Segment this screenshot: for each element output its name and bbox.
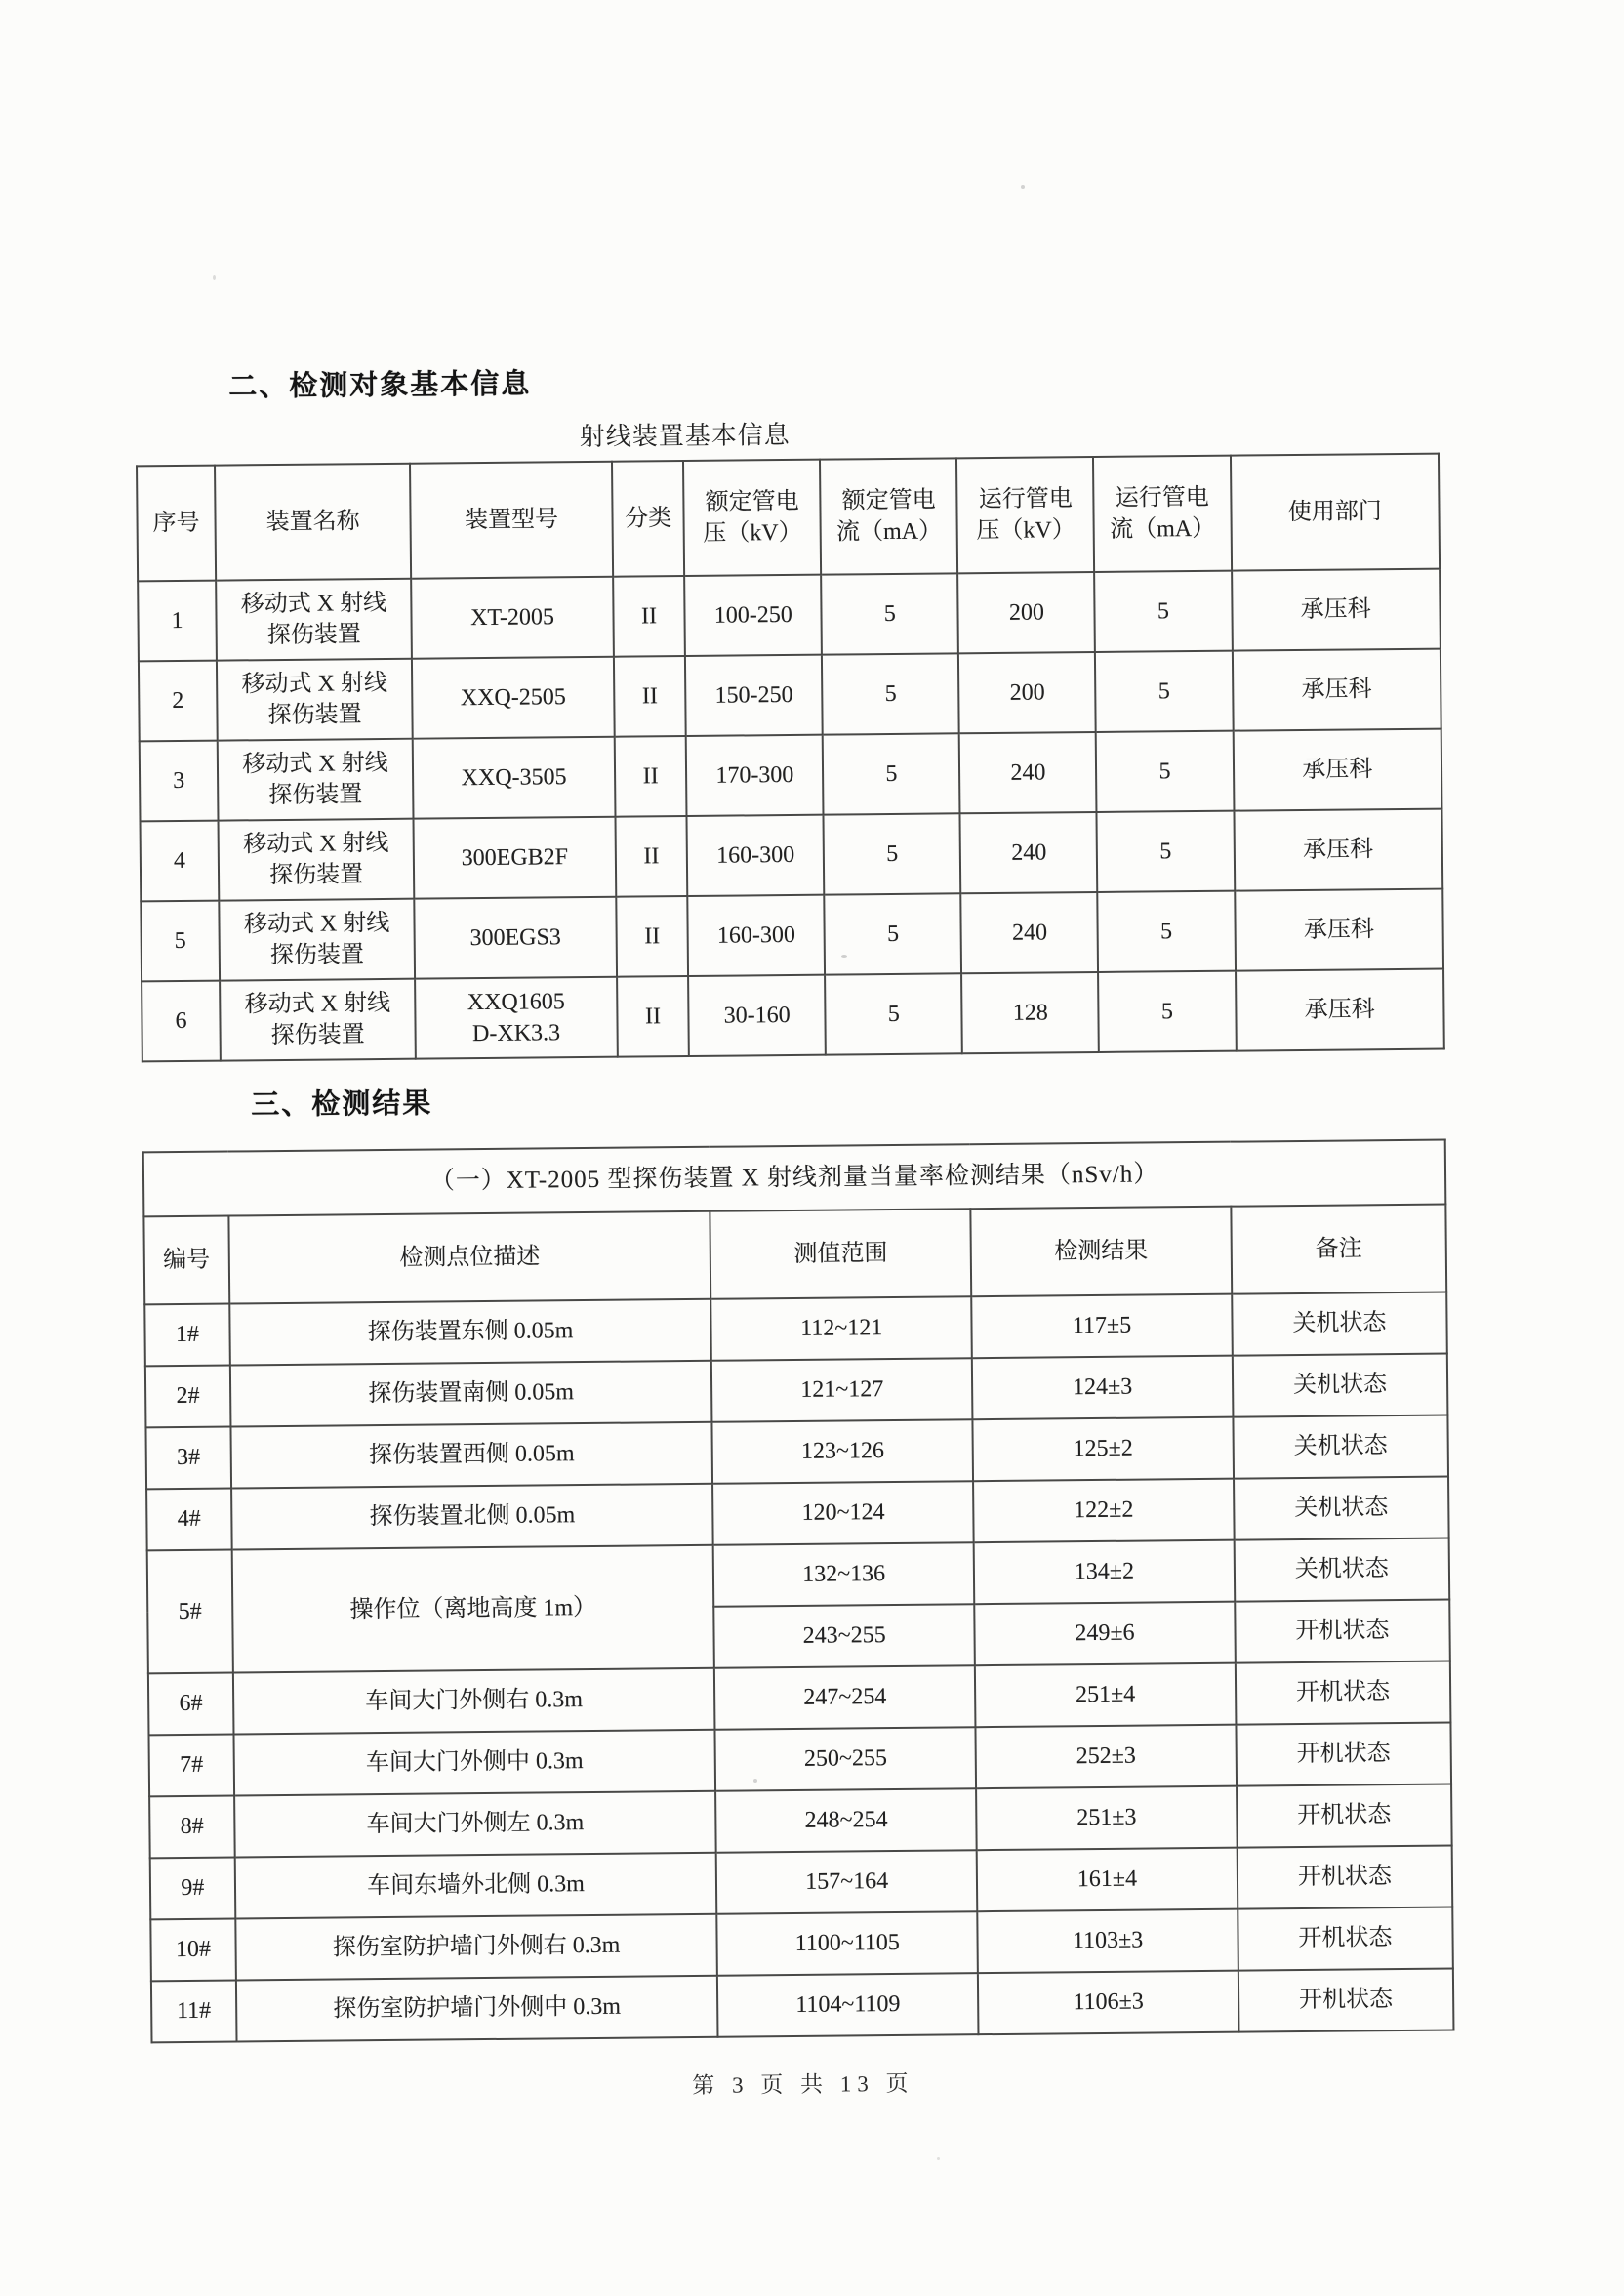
column-header: 额定管电 压（kV） [683, 460, 821, 576]
table-cell: 240 [960, 812, 1098, 893]
table-cell: 112~121 [711, 1296, 972, 1361]
table-cell: 5 [824, 813, 961, 894]
table-cell: 5# [147, 1550, 233, 1674]
table-cell: 1 [138, 581, 217, 662]
table-cell: 30-160 [688, 975, 826, 1056]
table-cell: 承压科 [1236, 969, 1444, 1051]
table-cell: 240 [959, 732, 1097, 813]
table-cell: II [614, 656, 686, 737]
column-header: 装置名称 [215, 464, 411, 581]
table-cell: 128 [961, 972, 1099, 1053]
table-cell: 6 [142, 981, 221, 1062]
scan-artifact [1021, 185, 1025, 189]
column-header: 序号 [137, 466, 216, 582]
table-cell: 6# [148, 1673, 233, 1736]
scan-artifact [213, 275, 216, 280]
table-cell: 200 [958, 652, 1096, 733]
table-cell: 243~255 [714, 1604, 975, 1668]
device-info-table [136, 453, 1445, 1063]
table-cell: 开机状态 [1236, 1661, 1451, 1725]
table-cell: 161±4 [977, 1848, 1238, 1912]
table-cell: 5 [1095, 571, 1233, 652]
column-header: 使用部门 [1230, 454, 1440, 571]
table-cell: 249±6 [974, 1602, 1235, 1666]
table-cell: 探伤装置西侧 0.05m [230, 1422, 712, 1489]
table-cell: 探伤装置东侧 0.05m [229, 1299, 711, 1366]
column-header: 备注 [1231, 1205, 1446, 1294]
table-cell: 开机状态 [1236, 1723, 1451, 1786]
table-cell: 5 [821, 573, 958, 654]
detection-results-table [142, 1139, 1455, 2044]
table-cell: 5 [823, 733, 960, 814]
section-basic-info-title: 二、检测对象基本信息 [228, 368, 532, 403]
table-cell: 3# [145, 1427, 230, 1490]
table-cell: 关机状态 [1233, 1415, 1448, 1479]
table-cell: 承压科 [1232, 569, 1441, 651]
table-cell: 132~136 [713, 1542, 974, 1607]
table-cell: 开机状态 [1238, 1907, 1453, 1971]
column-header: 运行管电 流（mA） [1093, 456, 1231, 572]
table-cell: 探伤室防护墙门外侧中 0.3m [236, 1976, 718, 2042]
device-table-header-row [137, 454, 1440, 582]
table-cell: 4 [141, 821, 220, 902]
column-header: 编号 [143, 1216, 229, 1305]
table-cell: 探伤室防护墙门外侧右 0.3m [235, 1914, 717, 1981]
table-cell: 探伤装置北侧 0.05m [231, 1484, 713, 1550]
table-cell: 1100~1105 [717, 1911, 978, 1976]
table-cell: 开机状态 [1238, 1846, 1453, 1909]
table-cell: 240 [961, 892, 1099, 973]
table-cell: 关机状态 [1235, 1538, 1450, 1602]
table-cell: 5 [1095, 651, 1233, 732]
table-cell: 车间东墙外北侧 0.3m [234, 1853, 716, 1919]
table-cell: 250~255 [715, 1727, 976, 1791]
table-row [142, 969, 1444, 1062]
table-cell: XXQ1605 D-XK3.3 [415, 977, 618, 1059]
column-header: 装置型号 [410, 462, 613, 579]
table-cell: 9# [150, 1857, 235, 1919]
table-cell: 160-300 [688, 895, 826, 976]
table-row [138, 569, 1441, 662]
table-cell: XT-2005 [411, 577, 614, 659]
column-header: 检测结果 [970, 1207, 1232, 1297]
table-cell: 开机状态 [1238, 1969, 1454, 2032]
table-cell: 开机状态 [1237, 1784, 1452, 1848]
table-cell: 1103±3 [977, 1909, 1238, 1974]
table-row [141, 809, 1443, 902]
table-row [140, 729, 1442, 822]
table-cell: 5 [825, 893, 962, 974]
table-cell: 车间大门外侧左 0.3m [234, 1791, 716, 1858]
table-cell: 134±2 [974, 1540, 1235, 1605]
table-cell: 车间大门外侧右 0.3m [233, 1668, 715, 1735]
table-cell: 承压科 [1234, 809, 1442, 891]
table-cell: 100-250 [684, 575, 822, 656]
table-cell: 5 [1096, 731, 1234, 812]
table-cell: 5 [141, 901, 220, 982]
column-header: 分类 [612, 461, 684, 577]
table-cell: 3 [140, 741, 219, 822]
table-cell: 移动式 X 射线 探伤装置 [218, 739, 414, 821]
table-cell: 247~254 [714, 1665, 975, 1730]
table-cell: 117±5 [971, 1294, 1232, 1359]
table-cell: 承压科 [1232, 649, 1441, 731]
table-cell: 关机状态 [1232, 1292, 1447, 1356]
table-cell: XXQ-2505 [412, 657, 615, 739]
device-table-caption: 射线装置基本信息 [579, 420, 791, 452]
table-cell: II [617, 976, 689, 1057]
table-cell: 5 [822, 653, 959, 734]
table-cell: 5 [1098, 891, 1236, 972]
scanned-sheet [135, 353, 1455, 2106]
table-cell: 5 [1097, 811, 1235, 892]
table-cell: 200 [957, 572, 1095, 653]
table-cell: 125±2 [973, 1417, 1234, 1482]
table-cell: 移动式 X 射线 探伤装置 [219, 819, 415, 901]
table-cell: II [615, 816, 687, 897]
table-cell: 承压科 [1233, 729, 1441, 811]
table-cell: 操作位（离地高度 1m） [231, 1545, 714, 1673]
table-cell: 170-300 [686, 735, 824, 816]
table-cell: 探伤装置南侧 0.05m [230, 1361, 712, 1427]
table-cell: 4# [146, 1489, 231, 1551]
table-cell: II [616, 896, 688, 977]
table-cell: 121~127 [711, 1358, 972, 1422]
table-cell: II [615, 736, 687, 817]
table-cell: 5 [825, 973, 962, 1054]
column-header: 测值范围 [710, 1209, 972, 1299]
section-results-title: 三、检测结果 [251, 1087, 433, 1122]
table-cell: 移动式 X 射线 探伤装置 [217, 659, 413, 741]
table-cell: 251±4 [975, 1663, 1236, 1728]
scan-artifact [937, 2157, 940, 2160]
results-table-title: （一）XT-2005 型探伤装置 X 射线剂量当量率检测结果（nSv/h） [143, 1140, 1446, 1217]
table-cell: 160-300 [687, 815, 825, 896]
table-cell: 2# [145, 1366, 230, 1428]
table-cell: 5 [1098, 971, 1236, 1052]
column-header: 运行管电 压（kV） [956, 457, 1094, 573]
table-cell: 157~164 [716, 1850, 977, 1914]
table-cell: 8# [149, 1796, 234, 1859]
table-cell: 1# [144, 1304, 229, 1367]
table-cell: 开机状态 [1235, 1600, 1450, 1663]
table-cell: 11# [151, 1980, 236, 2042]
table-cell: 移动式 X 射线 探伤装置 [216, 579, 412, 661]
results-table-header-row [143, 1205, 1446, 1305]
table-cell: 124±3 [972, 1356, 1233, 1420]
table-cell: 120~124 [712, 1481, 973, 1545]
table-cell: 2 [139, 661, 218, 742]
table-cell: 移动式 X 射线 探伤装置 [219, 899, 415, 981]
table-cell: 150-250 [685, 655, 823, 736]
table-cell: 移动式 X 射线 探伤装置 [220, 979, 416, 1061]
table-cell: 300EGB2F [414, 817, 617, 899]
column-header: 额定管电 流（mA） [820, 458, 957, 574]
table-cell: 252±3 [976, 1725, 1237, 1789]
table-row [139, 649, 1441, 742]
table-cell: 关机状态 [1234, 1477, 1449, 1540]
table-cell: 122±2 [973, 1479, 1234, 1543]
table-cell: 关机状态 [1233, 1354, 1448, 1417]
table-row [141, 889, 1443, 982]
table-cell: 248~254 [715, 1788, 976, 1853]
table-cell: 车间大门外侧中 0.3m [233, 1730, 715, 1796]
table-cell: 123~126 [712, 1419, 973, 1484]
table-cell: XXQ-3505 [413, 737, 616, 819]
column-header: 检测点位描述 [228, 1211, 710, 1304]
table-cell: 1106±3 [978, 1971, 1238, 2035]
page-number: 第 3 页 共 13 页 [692, 2070, 914, 2099]
table-cell: 承压科 [1235, 889, 1443, 971]
table-cell: 251±3 [976, 1786, 1237, 1851]
table-cell: II [613, 576, 685, 657]
table-cell: 300EGS3 [414, 897, 617, 979]
table-cell: 10# [150, 1918, 235, 1981]
table-row [151, 1969, 1454, 2043]
table-cell: 1104~1109 [717, 1973, 978, 2037]
table-cell: 7# [148, 1735, 233, 1797]
